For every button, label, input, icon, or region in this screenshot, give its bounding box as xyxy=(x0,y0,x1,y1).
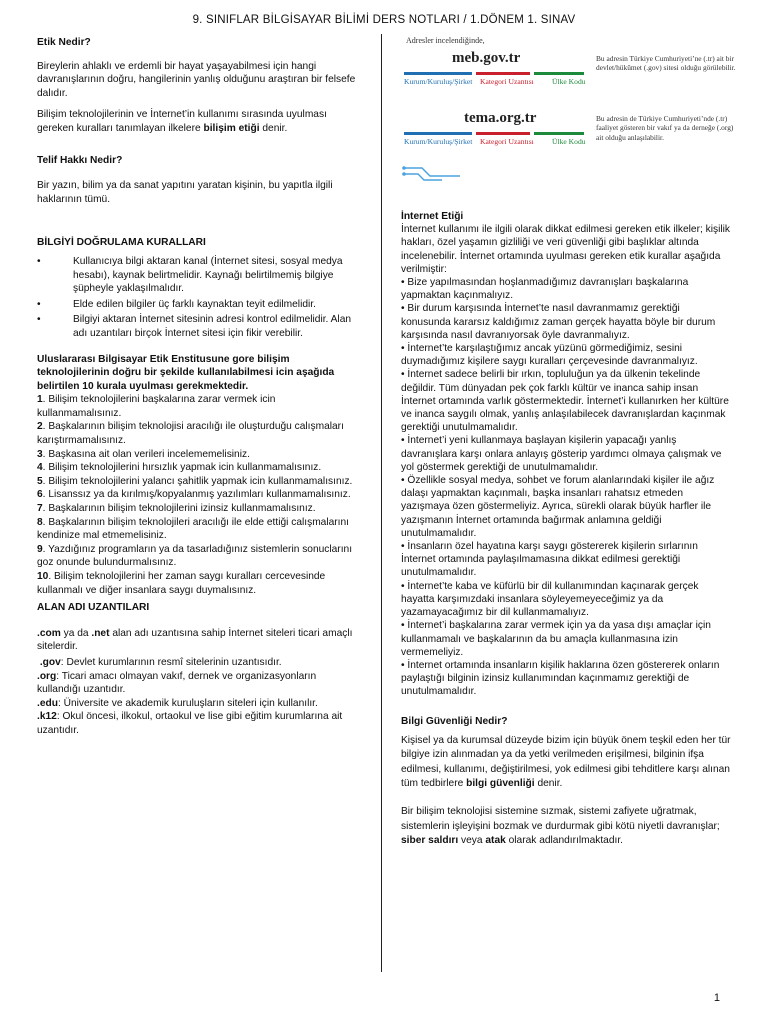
rule-text: . Bilişim teknolojilerini yalancı şahitlik yapmak icin kullanmamalısınız. xyxy=(42,475,353,487)
list-item: • İnternet ortamında insanların kişilik haklarına özen göstererek onların paylaştığı bilginin izinsiz kullanımından kaçınmamız gerektiği de unutulmamalıdır. xyxy=(401,659,720,698)
extension-list xyxy=(37,627,361,738)
left-column xyxy=(37,36,361,738)
list-item: • Bilgiyi aktaran İnternet sitesinin adresi kontrol edilmelidir. Alan adı uzantıları birçok İnternet sitesi için fikir verebilir. xyxy=(37,313,361,340)
circuit-icon xyxy=(402,164,462,184)
list-item xyxy=(37,710,361,737)
extension-code: .k12 xyxy=(37,711,57,723)
list-item xyxy=(37,488,361,502)
rule-number: 2 xyxy=(37,421,43,433)
list-item xyxy=(37,570,361,597)
list-item xyxy=(37,393,361,420)
list-item xyxy=(37,475,361,489)
text-span: : Üniversite ve akademik kuruluşların siteleri için kullanılır. xyxy=(57,697,318,709)
example-note: Bu adresin de Türkiye Cumhuriyeti’nde (.tr) faaliyet gösteren bir vakıf ya da derneğe (.org) ait olduğu anlaşılabilir. xyxy=(596,114,734,142)
list-item xyxy=(37,502,361,516)
list-item: • İnternet’i başkalarına zarar vermek için ya da yasa dışı amaçlar için kullanmamalı ve başkalarının da bu amaçla kullanmasına izin vermemeliyiz. xyxy=(401,620,711,658)
siber-saldiri-definition xyxy=(401,805,731,848)
dogrulama-list xyxy=(37,255,361,341)
segment-bar-category xyxy=(476,132,530,135)
list-item xyxy=(37,670,361,697)
rule-text: . Bilişim teknolojilerini hırsızlık yapmak icin kullanmamalısınız. xyxy=(42,462,322,474)
domain-anatomy-figure xyxy=(400,36,740,186)
text-span: Kişisel ya da kurumsal düzeyde bizim için büyük önem teşkil eden her tür bilgiye izin alınmadan ya da yetki verilmeden erişilmesi, bilginin ifşa edilmesi, kullanımı, değiştirilmesi, yok edilmesi gibi tehditlere karşı alınan tüm tedbirlere xyxy=(401,734,731,789)
segment-label: Ülke Kodu xyxy=(552,137,586,146)
list-item: • İnternet’te kaba ve küfürlü bir dil kullanımından kaçınarak gerçek hayatta karşımızdaki insanlara söyleyemeyeceğimiz ya da yazamayacağımız bir dil kullanmamalıyız. xyxy=(401,580,699,619)
list-item xyxy=(37,420,361,447)
extension-code: .org xyxy=(37,670,57,682)
telif-definition: Bir yazın, bilim ya da sanat yapıtını yaratan kişinin, bu yapıtla ilgili haklarının tümü. xyxy=(37,180,333,205)
text-span: Bilişim teknolojilerinin ve İnternet’in kullanımı sırasında uyulması gereken kuralları tanımlayan ilkelere xyxy=(37,109,327,134)
internet-etigi-title: İnternet Etiği xyxy=(401,211,464,222)
text-span: Bir bilişim teknolojisi sistemine sızmak, sistemi zafiyete uğratmak, sistemlerin işleyişini bozmak ve durdurmak gibi kötü niyetli davranışlar; xyxy=(401,806,720,832)
right-column xyxy=(401,210,731,849)
guvenlik-definition xyxy=(401,734,731,792)
list-item xyxy=(37,656,361,670)
list-item xyxy=(37,461,361,475)
extension-code: .gov xyxy=(39,656,61,668)
text-span: olarak adlandırılmaktadır. xyxy=(505,835,623,847)
list-item: • İnternet sadece belirli bir ırkın, topluluğun ya da ülkenin tekelinde değildir. Tüm dünyadan pek çok farklı kültür ve inanca sahip insan İnternet ortamında varlık göstermektedir. İnternet’i kullanırken her kültüre ve inanca saygılı olmak, yanlış anlaşılabilecek davranışlardan kaçınmak gerektiği unutulmamalıdır. xyxy=(401,369,729,434)
bold-term: atak xyxy=(485,835,506,847)
rule-text: . Başkalarının bilişim teknolojisi aracılığı ile oluşturduğu calışmaları karıştırmamalısınız. xyxy=(37,421,344,447)
rule-text: . Başkasına ait olan verileri incelememelisiniz. xyxy=(42,448,250,460)
text-span: veya xyxy=(458,835,486,847)
rule-text: . Bilişim teknolojilerini başkalarına zarar vermek icin kullanmamalısınız. xyxy=(37,394,276,419)
etik-title: Etik Nedir? xyxy=(37,37,91,48)
rule-number: 6 xyxy=(37,489,43,501)
text-span: denir. xyxy=(259,122,288,134)
list-item: • Özellikle sosyal medya, sohbet ve forum alanlarındaki kişiler ile ağız dalaşı yapmaktan kaçınmalı, başka insanları rahatsız etmeden yazışmaya özen göstermeliyiz. Ayrıca, sürekli olarak büyük harfler ile yazışmanın İnternet ortamında bağırmak anlamına geldiği unutulmamalıdır. xyxy=(401,475,715,539)
page-number: 1 xyxy=(713,992,720,1004)
internet-etigi-intro: İnternet kullanımı ile ilgili olarak dikkat edilmesi gereken etik ilkeler; kişilik hakları, özel yaşamın gizliliği ve veri güvenliği gibi başlıklar altında incelenebilir. İnternet ortamında uyulması gereken etik kurallar aşağıda verilmiştir: xyxy=(401,224,730,275)
segment-label: Ülke Kodu xyxy=(552,77,586,86)
list-item: • Bir durum karşısında İnternet’te nasıl davranmamız gerektiği konusunda kararsız kaldığımız zaman gerçek hayatta böyle bir durum karşısında nasıl davranıyorsak öyle davranmalıyız. xyxy=(401,303,716,341)
bilisim-etigi-definition xyxy=(37,108,361,135)
rule-number: 10 xyxy=(37,571,49,582)
rule-text: . Bilişim teknolojilerini her zaman saygı kuralları cercevesinde kullanmalı ve diğer insanlara saygı duymalısınız. xyxy=(37,571,326,596)
extension-code: .com xyxy=(37,627,61,639)
bold-term: bilgi güvenliği xyxy=(466,777,535,789)
domain-example: tema.org.tr xyxy=(464,110,537,126)
rule-number: 4 xyxy=(37,462,43,474)
segment-bar-org xyxy=(404,132,472,135)
guvenlik-title: Bilgi Güvenliği Nedir? xyxy=(401,715,508,727)
bold-term: siber saldırı xyxy=(401,835,459,847)
text-span: denir. xyxy=(534,777,563,789)
extension-code: .edu xyxy=(37,697,58,709)
rules-title: Uluslararası Bilgisayar Etik Enstitusune gore bilişim teknolojilerinin doğru bir şekilde kullanılabilmesi icin aşağıda belirtilen 10 kurala uyulması gerekmektedir. xyxy=(37,353,335,392)
list-item xyxy=(37,516,361,543)
list-item: • İnsanların özel hayatına karşı saygı göstererek kişilerin sırlarının İnternet ortamında paylaşılmamasına dikkat edilmesi gerektiği unutulmamalıdır. xyxy=(401,541,698,579)
rule-text: . Yazdığınız programların ya da tasarladığınız sistemlerin sonuclarını goz onunde bulundurmalısınız. xyxy=(37,543,353,569)
rules-list xyxy=(37,393,361,597)
segment-bar-category xyxy=(476,72,530,75)
segment-bar-country xyxy=(534,132,584,135)
rule-number: 9 xyxy=(37,543,43,555)
telif-title: Telif Hakkı Nedir? xyxy=(37,154,123,166)
text-span: alan adı uzantısına sahip İnternet siteleri ticari amaçlı sitelerdir. xyxy=(37,627,353,653)
list-item xyxy=(37,697,361,711)
list-item: • Elde edilen bilgiler üç farklı kaynaktan teyit edilmelidir. xyxy=(37,298,361,312)
extension-code: .net xyxy=(91,627,110,639)
text-span: : Devlet kurumlarının resmî sitelerinin uzantısıdır. xyxy=(60,656,282,668)
rule-text: . Başkalarının bilişim teknolojilerini izinsiz kullanmamalısınız. xyxy=(42,503,316,515)
segment-label: Kurum/Kuruluş/Şirket xyxy=(404,77,473,86)
list-item: • İnternet’te karşılaştığımız ancak yüzünü görmediğimiz, sesini duymadığımız kişilere saygı kuralları çerçevesinde davranmalıyız. xyxy=(401,343,698,368)
dogrulama-title: BİLGİYİ DOĞRULAMA KURALLARI xyxy=(37,237,206,249)
rule-number: 8 xyxy=(37,516,43,528)
page-title: 9. SINIFLAR BİLGİSAYAR BİLİMİ DERS NOTLARI / 1.DÖNEM 1. SINAV xyxy=(192,14,576,26)
list-item: • İnternet’i yeni kullanmaya başlayan kişilerin yapacağı yanlış davranışlara karşı onlara anlayış gösterip yardımcı olmaya çalışmak ve yol göstermek gerektiği de unutulmamalıdır. xyxy=(401,435,722,473)
bold-term: bilişim etiği xyxy=(203,122,260,134)
segment-label: Kategori Uzantısı xyxy=(480,137,534,146)
list-item: • Bize yapılmasından hoşlanmadığımız davranışları başkalarına yapmaktan kaçınmalıyız. xyxy=(401,277,689,302)
segment-bar-org xyxy=(404,72,472,75)
list-item xyxy=(37,543,361,570)
rule-number: 7 xyxy=(37,503,43,515)
example-note: Bu adresin Türkiye Cumhuriyeti’ne (.tr) ait bir devlet/hükûmet (.gov) sitesi olduğu görülebilir. xyxy=(596,54,736,73)
segment-label: Kurum/Kuruluş/Şirket xyxy=(404,137,473,146)
text-span: ya da xyxy=(60,627,92,639)
column-divider xyxy=(381,34,382,972)
rule-number: 1 xyxy=(37,394,43,406)
text-span: : Okul öncesi, ilkokul, ortaokul ve lise gibi eğitim kurumlarına ait uzantıdır. xyxy=(37,711,343,736)
list-item xyxy=(37,627,361,654)
rule-text: . Başkalarının bilişim teknolojileri aracılığı ile elde ettiği calışmalarını kendinize mal etmemelisiniz. xyxy=(37,516,349,542)
rule-number: 5 xyxy=(37,475,43,487)
list-item: • Kullanıcıya bilgi aktaran kanal (İnternet sitesi, sosyal medya hesabı), kaynak belirtmelidir. Kaynağı belirtilmemiş bilgiye şüpheyle yaklaşılmalıdır. xyxy=(37,255,361,296)
segment-label: Kategori Uzantısı xyxy=(480,77,534,86)
rule-number: 3 xyxy=(37,448,43,460)
rule-text: . Lisanssız ya da kırılmış/kopyalanmış yazılımları kullanmamalısınız. xyxy=(42,489,351,501)
list-item xyxy=(37,448,361,462)
etik-definition: Bireylerin ahlaklı ve erdemli bir hayat yaşayabilmesi için hangi davranışlarının doğru, hangilerinin yanlış olduğunu araştıran bir felsefe dalıdır. xyxy=(37,60,356,99)
segment-bar-country xyxy=(534,72,584,75)
domain-example: meb.gov.tr xyxy=(452,50,521,66)
figure-caption: Adresler incelendiğinde, xyxy=(406,36,485,45)
text-span: : Ticari amacı olmayan vakıf, dernek ve organizasyonların kullandığı uzantıdır. xyxy=(37,670,317,696)
alan-title: ALAN ADI UZANTILARI xyxy=(37,602,150,614)
